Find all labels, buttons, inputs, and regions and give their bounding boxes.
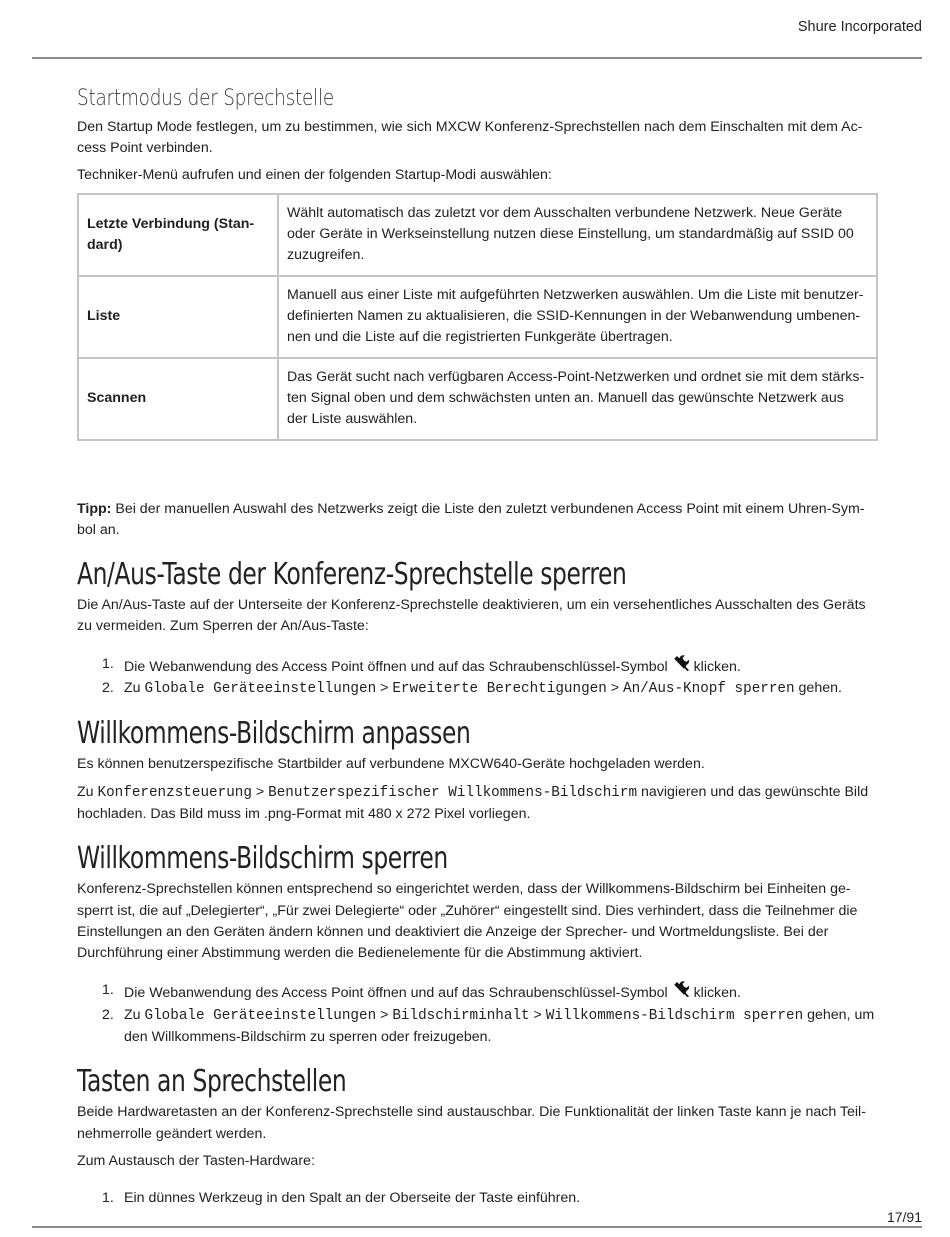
path-separator: > bbox=[529, 1006, 546, 1023]
welcome-custom-p1: Es können benutzerspezifische Startbilder auf verbundene MXCW640-Geräte hochgeladen werden. bbox=[77, 756, 705, 773]
path-separator: > bbox=[606, 680, 623, 697]
wrench-icon bbox=[672, 980, 690, 998]
table-row bbox=[78, 276, 877, 358]
table-key: Liste bbox=[78, 276, 278, 358]
menu-path: Benutzerspezifischer Willkommens-Bildschirm bbox=[268, 784, 638, 801]
path-separator: > bbox=[251, 783, 269, 800]
table-value: Manuell aus einer Liste mit aufgeführten Netzwerken auswählen. Um die Liste mit benutzer-definierten Namen zu aktualisieren, die SSID-Kennungen in der Webanwendung umbenen-nen und die Liste auf die registrierten Funkgeräte übertragen. bbox=[278, 276, 877, 358]
section-title-startup: Startmodus der Sprechstelle bbox=[77, 86, 334, 111]
welcome-lock-steps bbox=[77, 980, 877, 1048]
buttons-intro: Beide Hardwaretasten an der Konferenz-Sprechstelle sind austauschbar. Die Funktionalität der linken Taste kann je nach Teil-nehmerrolle geändert werden. bbox=[77, 1104, 866, 1142]
page-content bbox=[77, 84, 877, 1210]
welcome-custom-p2 bbox=[77, 782, 877, 826]
step-text: gehen, um den Willkommens-Bildschirm zu sperren oder freizugeben. bbox=[124, 1006, 875, 1046]
step-text: Zu bbox=[124, 1006, 145, 1023]
section-title-welcome-lock: Willkommens-Bildschirm sperren bbox=[77, 841, 448, 877]
table-row bbox=[78, 358, 877, 440]
step-text: Ein dünnes Werkzeug in den Spalt an der Oberseite der Taste einführen. bbox=[124, 1190, 581, 1207]
section-title-buttons: Tasten an Sprechstellen bbox=[77, 1064, 347, 1100]
step-number: 1. bbox=[102, 1190, 114, 1207]
step-text: Die Webanwendung des Access Point öffnen und auf das Schraubenschlüssel-Symbol bbox=[124, 658, 668, 675]
table-row bbox=[78, 194, 877, 276]
list-item bbox=[77, 654, 877, 678]
path-separator: > bbox=[376, 680, 393, 697]
menu-path: Willkommens-Bildschirm sperren bbox=[545, 1007, 804, 1024]
header-divider bbox=[32, 57, 922, 59]
list-item bbox=[77, 980, 877, 1004]
menu-path: Erweiterte Berechtigungen bbox=[392, 681, 607, 698]
tip-text: Bei der manuellen Auswahl des Netzwerks zeigt die Liste den zuletzt verbundenen Access Point mit einem Uhren-Sym-bol an. bbox=[77, 500, 865, 538]
list-item bbox=[77, 678, 877, 700]
buttons-steps bbox=[77, 1188, 877, 1209]
step-text: Die Webanwendung des Access Point öffnen und auf das Schraubenschlüssel-Symbol bbox=[124, 985, 668, 1002]
tip-note bbox=[77, 499, 877, 542]
paragraph-text: Zu bbox=[77, 783, 98, 800]
footer-divider bbox=[32, 1226, 922, 1228]
path-separator: > bbox=[376, 1006, 393, 1023]
menu-path: An/Aus-Knopf sperren bbox=[623, 681, 795, 698]
step-text: Zu bbox=[124, 680, 145, 697]
paragraph-text: navigieren und das gewünschte Bild hochladen. Das Bild muss im .png-Format mit 480 x 272 Pixel vorliegen. bbox=[77, 783, 869, 822]
table-key: Letzte Verbindung (Stan-dard) bbox=[78, 194, 278, 276]
company-name: Shure Incorporated bbox=[797, 19, 922, 35]
power-steps bbox=[77, 654, 877, 701]
power-intro: Die An/Aus-Taste auf der Unterseite der Konferenz-Sprechstelle deaktivieren, um ein versehentliches Ausschalten des Geräts zu vermeiden. Zum Sperren der An/Aus-Taste: bbox=[77, 597, 866, 635]
step-number: 1. bbox=[102, 655, 114, 672]
table-key: Scannen bbox=[78, 358, 278, 440]
menu-path: Bildschirminhalt bbox=[392, 1007, 530, 1024]
step-text-after: klicken. bbox=[689, 658, 741, 675]
section-title-power-lock: An/Aus-Taste der Konferenz-Sprechstelle sperren bbox=[77, 557, 627, 593]
startup-intro-1: Den Startup Mode festlegen, um zu bestimmen, wie sich MXCW Konferenz-Sprechstellen nach dem Einschalten mit dem Ac-cess Point verbinden. bbox=[77, 119, 863, 157]
step-number: 2. bbox=[102, 1006, 114, 1023]
list-item bbox=[77, 1005, 877, 1049]
table-value: Das Gerät sucht nach verfügbaren Access-Point-Netzwerken und ordnet sie mit dem stärks-ten Signal oben und dem schwächsten unten an. Manuell das gewünschte Netzwerk aus der Liste auswählen. bbox=[278, 358, 877, 440]
startup-intro-2: Techniker-Menü aufrufen und einen der folgenden Startup-Modi auswählen: bbox=[77, 166, 552, 183]
menu-path: Globale Geräteeinstellungen bbox=[144, 1007, 377, 1024]
section-title-welcome-custom: Willkommens-Bildschirm anpassen bbox=[77, 716, 471, 752]
menu-path: Konferenzsteuerung bbox=[97, 784, 252, 801]
welcome-lock-intro: Konferenz-Sprechstellen können entsprechend so eingerichtet werden, dass der Willkommens-Bildschirm bei Einheiten ge-sperrt ist, die auf „Delegierter“, „Für zwei Delegierte“ oder „Zuhörer“ eingestellt sind. Dies verhindert, dass die Teilnehmer die Einstellungen an den Geräten ändern können und deaktiviert die Anzeige der Sprecher- und Wortmeldungsliste. Bei der Durchführung einer Abstimmung werden die Bedienelemente für die Abstimmung aktiviert. bbox=[77, 881, 858, 962]
step-number: 2. bbox=[102, 680, 114, 697]
buttons-p2: Zum Austausch der Tasten-Hardware: bbox=[77, 1152, 315, 1169]
menu-path: Globale Geräteeinstellungen bbox=[144, 681, 377, 698]
table-value: Wählt automatisch das zuletzt vor dem Ausschalten verbundene Netzwerk. Neue Geräte oder Geräte in Werkseinstellung nutzen diese Einstellung, um standardmäßig auf SSID 00 zuzugreifen. bbox=[278, 194, 877, 276]
step-text: gehen. bbox=[794, 680, 842, 697]
step-text-after: klicken. bbox=[689, 985, 741, 1002]
page-number: 17/91 bbox=[886, 1209, 922, 1225]
tip-label: Tipp: bbox=[77, 500, 112, 517]
step-number: 1. bbox=[102, 982, 114, 999]
list-item bbox=[77, 1188, 877, 1209]
wrench-icon bbox=[672, 654, 690, 672]
startup-mode-table bbox=[77, 193, 878, 441]
